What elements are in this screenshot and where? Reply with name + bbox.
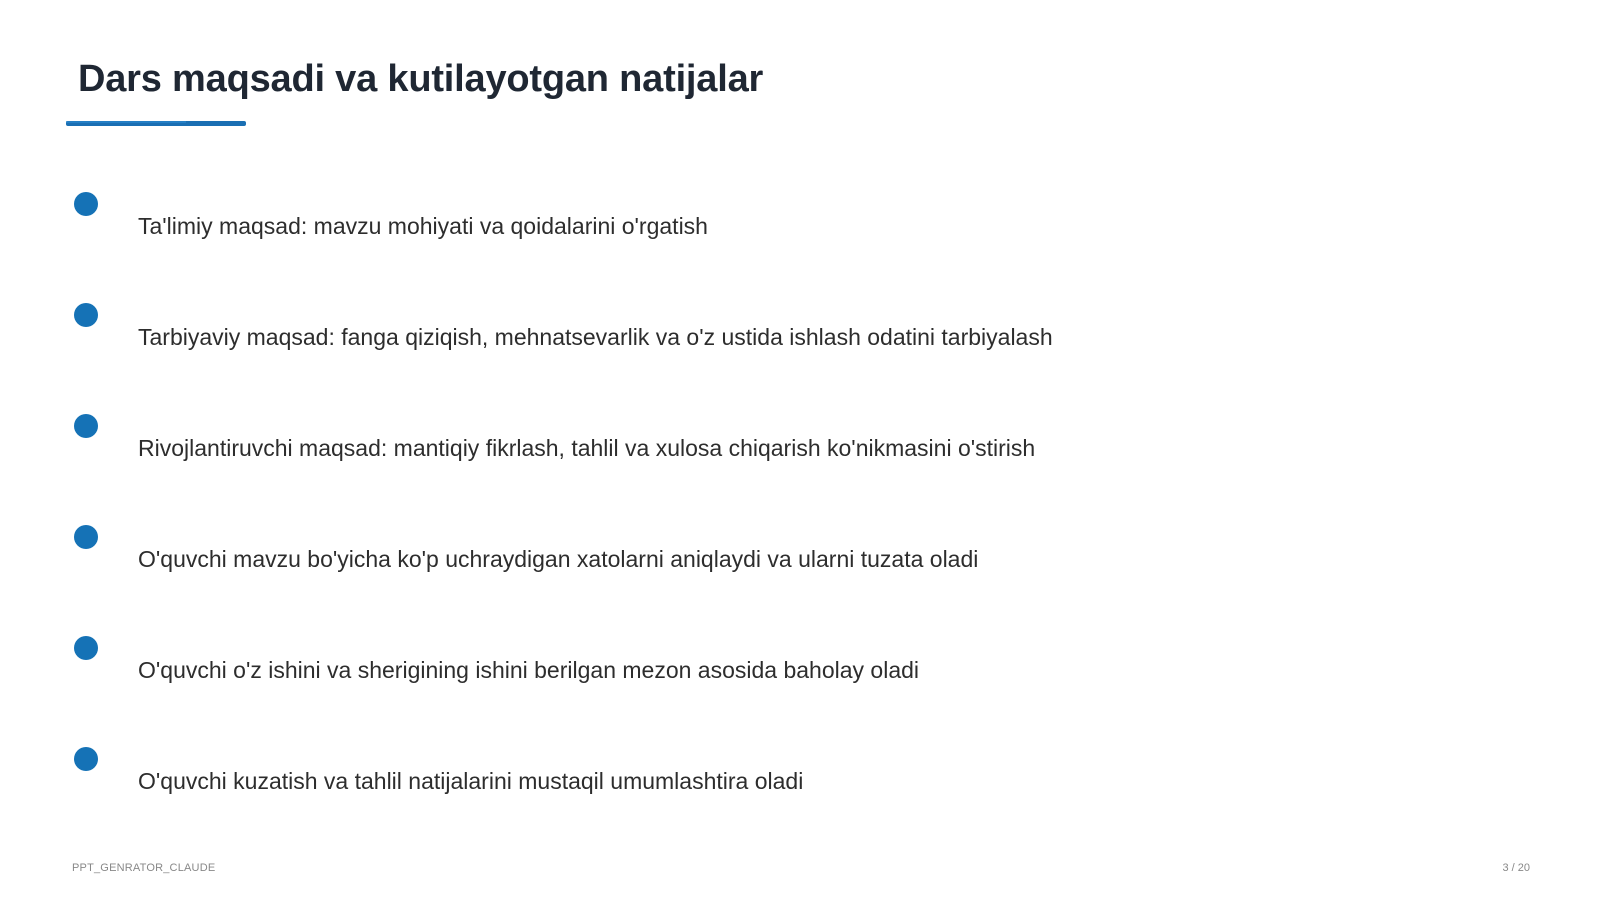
page-indicator: 3 / 20 — [1502, 862, 1530, 874]
bullet-dot-icon — [74, 525, 98, 549]
footer-brand: PPT_GENRATOR_CLAUDE — [72, 862, 216, 874]
bullet-dot-icon — [74, 747, 98, 771]
bullet-text: Rivojlantiruvchi maqsad: mantiqiy fikrlash, tahlil va xulosa chiqarish ko'nikmasini o'stirish — [138, 435, 1036, 461]
bullet-item — [0, 414, 1400, 494]
bullet-item — [0, 636, 1400, 716]
bullet-item — [0, 525, 1400, 605]
bullet-text: O'quvchi kuzatish va tahlil natijalarini mustaqil umumlashtira oladi — [138, 768, 804, 794]
bullet-text: Ta'limiy maqsad: mavzu mohiyati va qoidalarini o'rgatish — [138, 213, 708, 239]
bullet-dot-icon — [74, 636, 98, 660]
bullet-item — [0, 303, 1400, 383]
bullet-item — [0, 192, 1400, 272]
bullet-text: O'quvchi mavzu bo'yicha ko'p uchraydigan xatolarni aniqlaydi va ularni tuzata oladi — [138, 546, 979, 572]
bullet-dot-icon — [74, 414, 98, 438]
slide-title: Dars maqsadi va kutilayotgan natijalar — [78, 58, 764, 100]
bullet-text: O'quvchi o'z ishini va sherigining ishini berilgan mezon asosida baholay oladi — [138, 657, 920, 683]
bullet-dot-icon — [74, 303, 98, 327]
bullet-item — [0, 747, 1400, 827]
bullet-text: Tarbiyaviy maqsad: fanga qiziqish, mehnatsevarlik va o'z ustida ishlash odatini tarbiyalash — [138, 324, 1053, 350]
bullet-dot-icon — [74, 192, 98, 216]
